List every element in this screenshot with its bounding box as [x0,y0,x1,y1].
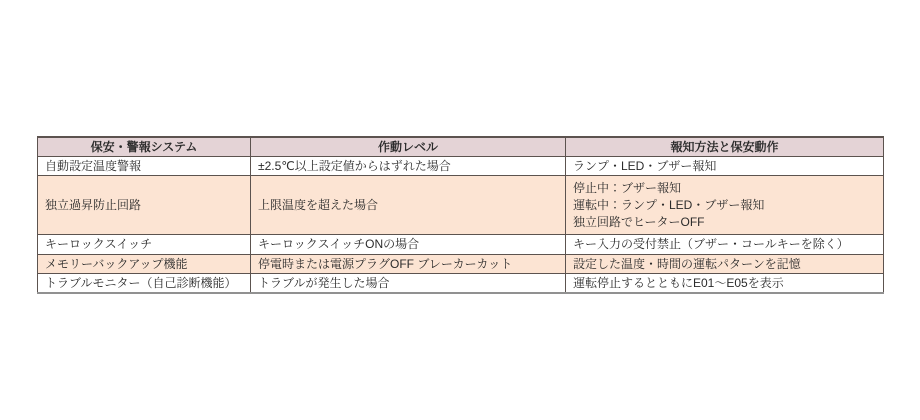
cell-action: ランプ・LED・ブザー報知 [566,157,884,176]
cell-action: 運転停止するとともにE01～E05を表示 [566,273,884,293]
cell-system: キーロックスイッチ [38,235,251,254]
cell-system: トラブルモニター（自己診断機能） [38,273,251,293]
table-row [38,235,884,254]
safety-alarm-table-container [37,136,883,294]
table-row [38,254,884,273]
cell-level: 停電時または電源プラグOFF ブレーカーカット [251,254,566,273]
table-row [38,176,884,235]
cell-action-line: 運転中：ランプ・LED・ブザー報知 [573,197,765,212]
cell-system: メモリーバックアップ機能 [38,254,251,273]
safety-alarm-spec-table [37,136,884,294]
cell-action [566,176,884,235]
cell-system: 自動設定温度警報 [38,157,251,176]
cell-level: 上限温度を超えた場合 [251,176,566,235]
col-header-system: 保安・警報システム [38,137,251,157]
table-row [38,273,884,293]
cell-action: 設定した温度・時間の運転パターンを記憶 [566,254,884,273]
cell-level: トラブルが発生した場合 [251,273,566,293]
cell-action-line: 停止中：ブザー報知 [573,180,682,195]
col-header-level: 作動レベル [251,137,566,157]
table-row [38,157,884,176]
cell-action: キー入力の受付禁止（ブザー・コールキーを除く） [566,235,884,254]
cell-action-line: 独立回路でヒーターOFF [573,214,705,229]
cell-level: ±2.5℃以上設定値からはずれた場合 [251,157,566,176]
cell-system: 独立過昇防止回路 [38,176,251,235]
header-row [38,137,884,157]
col-header-action: 報知方法と保安動作 [566,137,884,157]
cell-level: キーロックスイッチONの場合 [251,235,566,254]
